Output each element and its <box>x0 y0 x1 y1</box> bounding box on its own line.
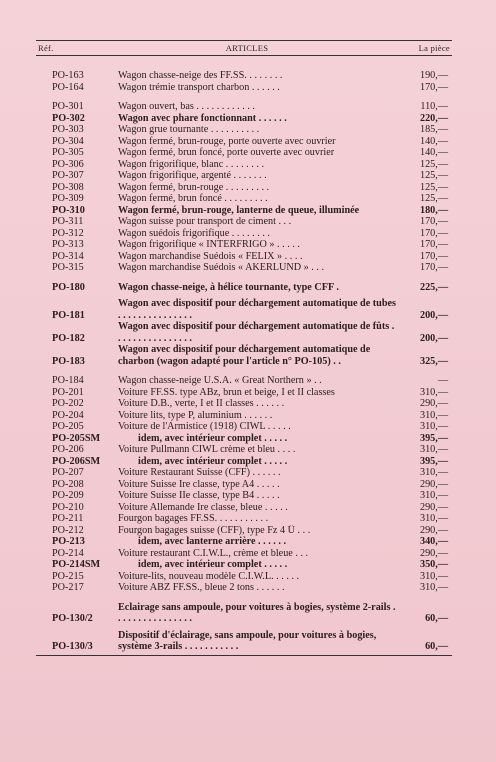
table-row <box>36 182 452 194</box>
item-price: 350,— <box>419 559 448 570</box>
item-ref: PO-215 <box>52 570 84 582</box>
item-description: Fourgon bagages suisse (CFF), type Fz 4 Ü . . . <box>118 524 311 536</box>
item-price: 125,— <box>419 158 448 170</box>
item-ref: PO-309 <box>52 193 84 204</box>
item-description: Voiture Suisse Ire classe, type A4 . . . . . <box>118 478 280 490</box>
item-price: 220,— <box>419 112 448 124</box>
item-ref: PO-308 <box>52 181 84 193</box>
item-description: Voiture-lits, nouveau modèle C.I.W.L. . . . . . <box>118 570 300 582</box>
table-row <box>36 251 452 263</box>
table-row <box>36 433 452 445</box>
item-description: Voiture D.B., verte, I et II classes . . . . . . <box>118 398 285 409</box>
table-row <box>36 548 452 560</box>
table-row <box>36 490 452 502</box>
price-table <box>36 40 452 656</box>
item-description: Wagon fermé, brun-rouge, porte ouverte avec ouvrier <box>118 135 336 147</box>
row-gap <box>36 367 452 375</box>
item-price: 290,— <box>419 501 448 513</box>
item-description: Voiture de l'Armistice (1918) CIWL . . . . . <box>118 421 291 432</box>
item-ref: PO-201 <box>52 386 84 398</box>
item-price: 290,— <box>419 478 448 490</box>
item-description: Wagon chasse-neige, à hélice tournante, type CFF . <box>118 281 339 293</box>
item-ref: PO-313 <box>52 239 84 250</box>
table-row <box>36 456 452 468</box>
item-ref: PO-310 <box>52 204 85 216</box>
item-ref: PO-180 <box>52 281 85 293</box>
item-price: 310,— <box>419 386 448 398</box>
table-row <box>36 262 452 274</box>
item-description: Voiture Allemande Ire classe, bleue . . . . . <box>118 501 288 513</box>
table-row <box>36 101 452 113</box>
item-description: Voiture Pullmann CIWL crème et bleu . . . . <box>118 444 296 455</box>
item-ref: PO-305 <box>52 147 84 158</box>
item-description: Wagon avec dispositif pour déchargement automatique de tubes . . . . . . . . . . . . . . . <box>118 298 396 321</box>
item-price: 170,— <box>419 262 448 273</box>
item-ref: PO-303 <box>52 124 84 135</box>
item-description: idem, avec intérieur complet . . . . . <box>138 455 288 467</box>
table-row <box>36 582 452 594</box>
item-ref: PO-205SM <box>52 432 101 444</box>
item-price: 310,— <box>419 582 448 593</box>
item-ref: PO-315 <box>52 262 84 273</box>
table-row <box>36 559 452 571</box>
table-row <box>36 124 452 136</box>
table-row <box>36 193 452 205</box>
item-price: 225,— <box>419 281 448 293</box>
item-price: 200,— <box>419 309 448 321</box>
item-description: Wagon avec dispositif pour déchargement automatique de fûts . . . . . . . . . . . . . . . . <box>118 321 395 344</box>
item-ref: PO-212 <box>52 524 84 536</box>
item-price: 170,— <box>419 81 448 93</box>
table-row <box>36 387 452 399</box>
item-price: 170,— <box>419 227 448 239</box>
item-ref: PO-301 <box>52 101 84 112</box>
table-row <box>36 344 452 367</box>
row-gap <box>36 93 452 101</box>
item-price: 310,— <box>419 513 448 524</box>
item-description: idem, avec lanterne arrière . . . . . . <box>138 536 287 547</box>
item-price: 340,— <box>419 536 448 547</box>
item-ref: PO-164 <box>52 81 84 93</box>
item-ref: PO-214 <box>52 547 84 559</box>
item-ref: PO-182 <box>52 332 85 344</box>
item-price: 170,— <box>419 216 448 227</box>
table-row <box>36 444 452 456</box>
item-description: Voiture Suisse IIe classe, type B4 . . . . . <box>118 490 280 501</box>
item-description: Fourgon bagages FF.SS. . . . . . . . . . . <box>118 513 269 524</box>
item-ref: PO-202 <box>52 398 84 409</box>
item-price: 140,— <box>419 147 448 158</box>
item-ref: PO-209 <box>52 490 84 501</box>
item-price: 170,— <box>419 250 448 262</box>
item-price: 125,— <box>419 181 448 193</box>
item-ref: PO-206 <box>52 444 84 455</box>
item-description: Wagon trémie transport charbon . . . . . . <box>118 81 280 93</box>
header-articles: ARTICLES <box>225 43 269 53</box>
item-price: 290,— <box>419 524 448 536</box>
item-price: 200,— <box>419 332 448 344</box>
table-row <box>36 502 452 514</box>
item-ref: PO-304 <box>52 135 84 147</box>
header-ref: Réf. <box>38 43 54 53</box>
item-price: 395,— <box>419 455 448 467</box>
item-price: 110,— <box>420 101 448 112</box>
item-description: Wagon ouvert, bas . . . . . . . . . . . . <box>118 101 255 112</box>
item-description: Eclairage sans ampoule, pour voitures à bogies, système 2-rails . . . . . . . . . . . . . . . . <box>118 601 396 624</box>
item-price: 310,— <box>419 467 448 478</box>
item-price: — <box>437 375 448 386</box>
row-gap <box>36 594 452 602</box>
item-ref: PO-217 <box>52 582 84 593</box>
item-ref: PO-204 <box>52 409 84 421</box>
row-gap <box>36 274 452 282</box>
item-ref: PO-130/3 <box>52 641 93 652</box>
table-row <box>36 398 452 410</box>
item-ref: PO-302 <box>52 112 85 124</box>
item-price: 180,— <box>419 204 448 216</box>
header-price: La pièce <box>418 43 450 53</box>
table-row <box>36 282 452 294</box>
item-ref: PO-311 <box>52 216 84 227</box>
item-ref: PO-211 <box>52 513 84 524</box>
item-price: 395,— <box>419 432 448 444</box>
item-price: 310,— <box>419 421 448 432</box>
item-description: Wagon fermé, brun foncé, porte ouverte avec ouvrier <box>118 147 335 158</box>
item-description: Wagon marchandise Suédois « FELIX » . . . . <box>118 250 303 262</box>
item-description: Wagon marchandise Suédois « AKERLUND » . . . <box>118 262 325 273</box>
item-price: 310,— <box>419 490 448 501</box>
item-ref: PO-184 <box>52 375 84 386</box>
item-description: Voiture lits, type P, aluminium . . . . . . <box>118 409 273 421</box>
table-row <box>36 479 452 491</box>
table-row <box>36 467 452 479</box>
item-ref: PO-214SM <box>52 559 101 570</box>
table-row <box>36 239 452 251</box>
item-price: 310,— <box>419 570 448 582</box>
item-ref: PO-210 <box>52 501 84 513</box>
table-row <box>36 147 452 159</box>
item-description: Wagon frigorifique, blanc . . . . . . . . <box>118 158 265 170</box>
item-price: 310,— <box>419 409 448 421</box>
table-row <box>36 536 452 548</box>
item-price: 290,— <box>419 398 448 409</box>
table-row <box>36 513 452 525</box>
item-price: 170,— <box>419 239 448 250</box>
item-price: 325,— <box>419 355 448 367</box>
item-description: Wagon chasse-neige U.S.A. « Great Northern » . . <box>118 375 322 386</box>
table-row <box>36 525 452 537</box>
table-row <box>36 113 452 125</box>
table-row <box>36 136 452 148</box>
table-row <box>36 410 452 422</box>
item-description: Wagon avec dispositif pour déchargement automatique de charbon (wagon adapté pour l'article n° PO-105) . . <box>118 344 371 367</box>
item-ref: PO-181 <box>52 309 85 321</box>
item-ref: PO-183 <box>52 355 85 367</box>
item-description: Wagon avec phare fonctionnant . . . . . . <box>118 112 287 124</box>
table-row <box>36 205 452 217</box>
item-description: Wagon frigorifique « INTERFRIGO » . . . . . <box>118 239 300 250</box>
item-price: 60,— <box>425 641 448 652</box>
item-description: Voiture Restaurant Suisse (CFF) . . . . . . <box>118 467 281 478</box>
item-description: Voiture restaurant C.I.W.L., crème et bleue . . . <box>118 547 309 559</box>
item-description: Wagon fermé, brun-rouge . . . . . . . . . <box>118 181 270 193</box>
item-price: 290,— <box>419 547 448 559</box>
item-description: Wagon fermé, brun-rouge, lanterne de queue, illuminée <box>118 204 360 216</box>
item-description: Wagon chasse-neige des FF.SS. . . . . . . . <box>118 70 283 81</box>
item-ref: PO-206SM <box>52 455 101 467</box>
item-price: 60,— <box>425 613 448 624</box>
item-description: Wagon suisse pour transport de ciment . . . <box>118 216 292 227</box>
item-price: 125,— <box>419 170 448 181</box>
item-description: Dispositif d'éclairage, sans ampoule, pour voitures à bogies, système 3-rails . . . . . . . . . . . <box>118 629 377 652</box>
item-ref: PO-205 <box>52 421 84 432</box>
table-row <box>36 228 452 240</box>
item-price: 310,— <box>419 444 448 455</box>
item-description: Voiture FF.SS. type ABz, brun et beige, I et II classes <box>118 386 335 398</box>
item-ref: PO-307 <box>52 170 84 181</box>
table-row <box>36 70 452 82</box>
table-row <box>36 321 452 344</box>
item-description: idem, avec intérieur complet . . . . . <box>138 559 288 570</box>
item-price: 125,— <box>419 193 448 204</box>
item-price: 185,— <box>419 124 448 135</box>
item-description: Voiture ABZ FF.SS., bleue 2 tons . . . . . . <box>118 582 285 593</box>
table-row <box>36 82 452 94</box>
item-ref: PO-207 <box>52 467 84 478</box>
item-ref: PO-208 <box>52 478 84 490</box>
item-description: Wagon grue tournante . . . . . . . . . . <box>118 124 260 135</box>
item-description: Wagon suédois frigorifique . . . . . . . . <box>118 227 270 239</box>
table-row <box>36 421 452 433</box>
table-header <box>36 41 452 56</box>
table-row <box>36 159 452 171</box>
table-row <box>36 298 452 321</box>
item-ref: PO-213 <box>52 536 85 547</box>
item-ref: PO-130/2 <box>52 613 93 624</box>
item-ref: PO-306 <box>52 158 84 170</box>
item-price: 140,— <box>419 135 448 147</box>
item-description: idem, avec intérieur complet . . . . . <box>138 432 288 444</box>
table-row <box>36 630 452 653</box>
item-price: 190,— <box>419 70 448 81</box>
item-ref: PO-314 <box>52 250 84 262</box>
table-row <box>36 216 452 228</box>
item-description: Wagon frigorifique, argenté . . . . . . . <box>118 170 267 181</box>
item-ref: PO-163 <box>52 70 84 81</box>
table-row <box>36 571 452 583</box>
table-row <box>36 602 452 625</box>
table-row <box>36 170 452 182</box>
item-ref: PO-312 <box>52 227 84 239</box>
item-description: Wagon fermé, brun foncé . . . . . . . . . <box>118 193 268 204</box>
table-body <box>36 56 452 655</box>
table-row <box>36 375 452 387</box>
